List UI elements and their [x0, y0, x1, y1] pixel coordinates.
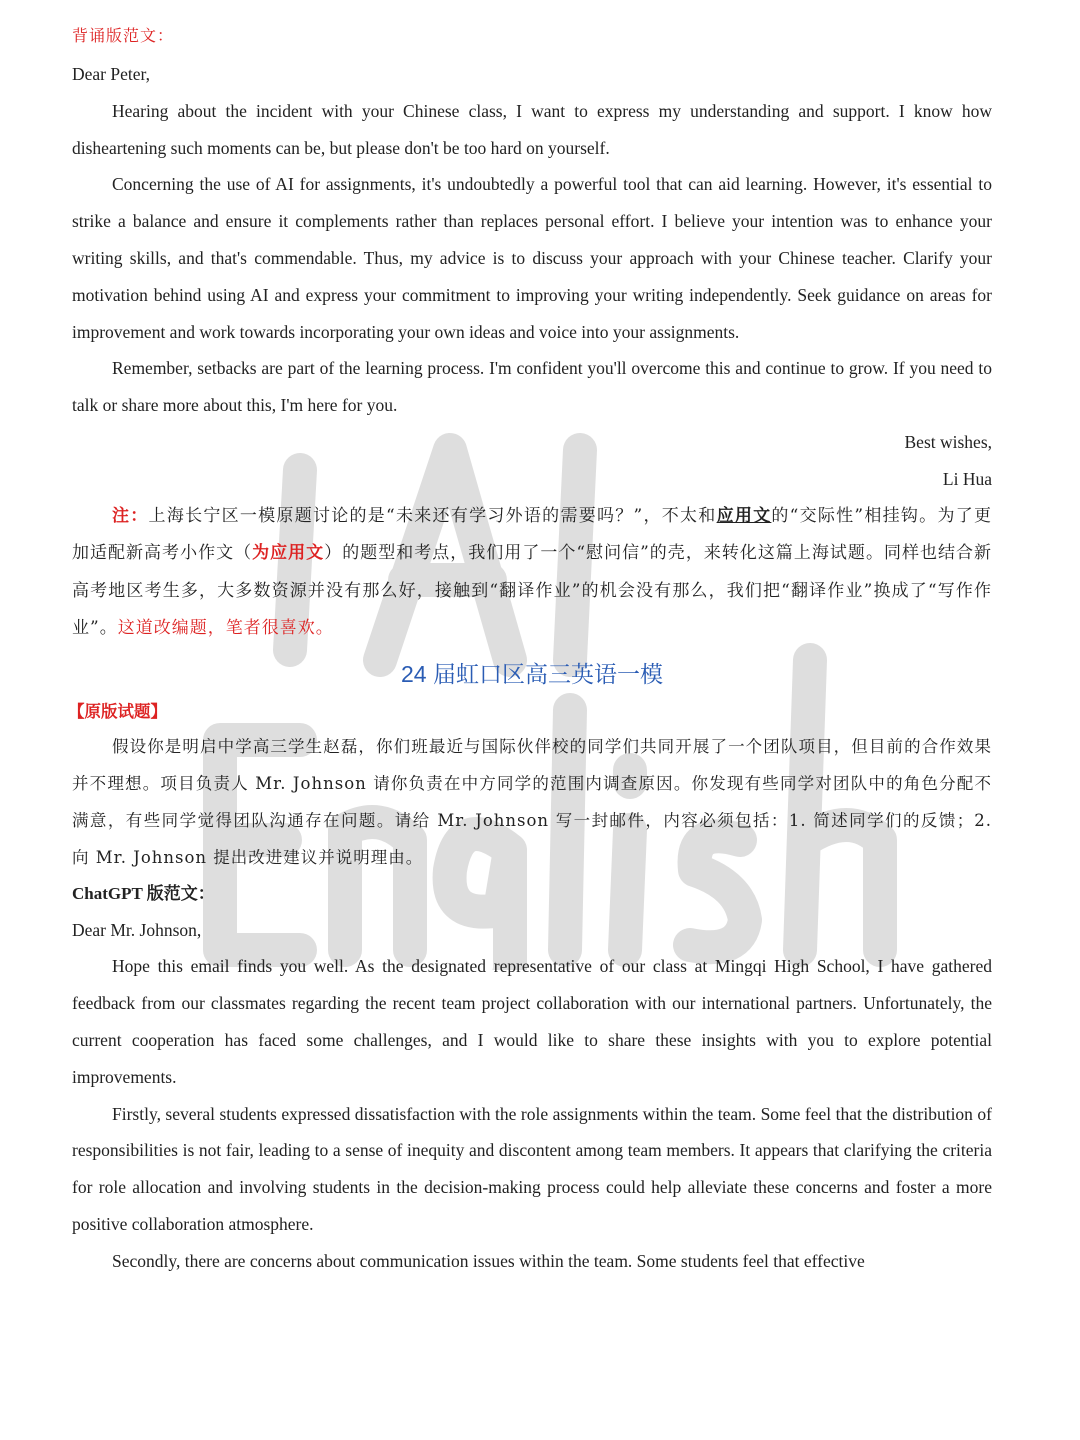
- letter1-greeting: Dear Peter,: [72, 64, 151, 84]
- recitation-label: 背诵版范文：: [72, 26, 175, 45]
- letter1-paragraph: Hearing about the incident with your Chinese class, I want to express my understanding and support. I know how disheartening such moments can be, but please don't be too hard on yourself.: [72, 100, 992, 158]
- note-text: 的“交际性”相挂钩。为了更加适配新高考小作文（: [72, 505, 992, 564]
- letter1-paragraph: Concerning the use of AI for assignments, it's undoubtedly a powerful tool that can aid learning. However, it's essential to strike a balance and ensure it complements rather than replaces personal effort. I believe your intention was to enhance your writing skills, and that's commendable. Thus, my advice is to discuss your approach with your Chinese teacher. Clarify your motivation behind using AI and express your commitment to improving your writing independently. Seek guidance on areas for improvement and work towards incorporating your own ideas and voice into your assignments.: [72, 174, 992, 342]
- editor-note: [72, 498, 992, 648]
- chatgpt-sample-label: ChatGPT 版范文：: [72, 883, 215, 903]
- note-red-tail: 这道改编题，笔者很喜欢。: [117, 618, 334, 639]
- note-label: 注：: [112, 505, 149, 526]
- letter2-paragraph: Hope this email finds you well. As the designated representative of our class at Mingqi High School, I have gathered feedback from our classmates regarding the recent team project collaboration with our international partners. Unfortunately, the current cooperation has faced some challenges, and I would like to share these insights with you to explore potential improvements.: [72, 956, 992, 1087]
- section-title: 24 届虹口区高三英语一模: [401, 660, 663, 687]
- letter1-signature: Li Hua: [942, 468, 992, 489]
- note-red-term: 为应用文: [252, 543, 325, 564]
- note-bold-term: 应用文: [716, 505, 772, 526]
- letter1-paragraph: Remember, setbacks are part of the learning process. I'm confident you'll overcome this and continue to grow. If you need to talk or share more about this, I'm here for you.: [72, 358, 992, 416]
- letter1-closing: Best wishes,: [904, 431, 992, 452]
- letter2-paragraph: Firstly, several students expressed dissatisfaction with the role assignments within the team. Some feel that the distribution of responsibilities is not fair, leading to a sense of inequity and discontent among team members. It appears that clarifying the criteria for role allocation and involving students in the decision-making process could help alleviate these concerns and foster a more positive collaboration atmosphere.: [72, 1103, 992, 1234]
- document-page: [68, 22, 993, 1280]
- letter2-paragraph: Secondly, there are concerns about communication issues within the team. Some students feel that effective: [112, 1250, 865, 1271]
- note-text: 上海长宁区一模原题讨论的是“未来还有学习外语的需要吗？”，不太和: [148, 505, 717, 526]
- question-prompt: 假设你是明启中学高三学生赵磊，你们班最近与国际伙伴校的同学们共同开展了一个团队项目，但目前的合作效果并不理想。项目负责人 Mr. Johnson 请你负责在中方同学的范围内调查原因。你发现有些同学对团队中的角色分配不满意，有些同学觉得团队沟通存在问题。请给 Mr. Johnson 写一封邮件，内容必须包括：1. 简述同学们的反馈；2. 向 Mr. Johnson 提出改进建议并说明理由。: [72, 736, 992, 867]
- letter2-greeting: Dear Mr. Johnson,: [72, 919, 202, 940]
- original-question-label: 【原版试题】: [68, 702, 167, 721]
- note-text: ）的题型和考点，我们用了一个“慰问信”的壳，来转化这篇上海试题。同样也结合新高考地区考生多，大多数资源并没有那么好，接触到“翻译作业”的机会没有那么，我们把“翻译作业”换成了“写作作业”。: [72, 543, 993, 639]
